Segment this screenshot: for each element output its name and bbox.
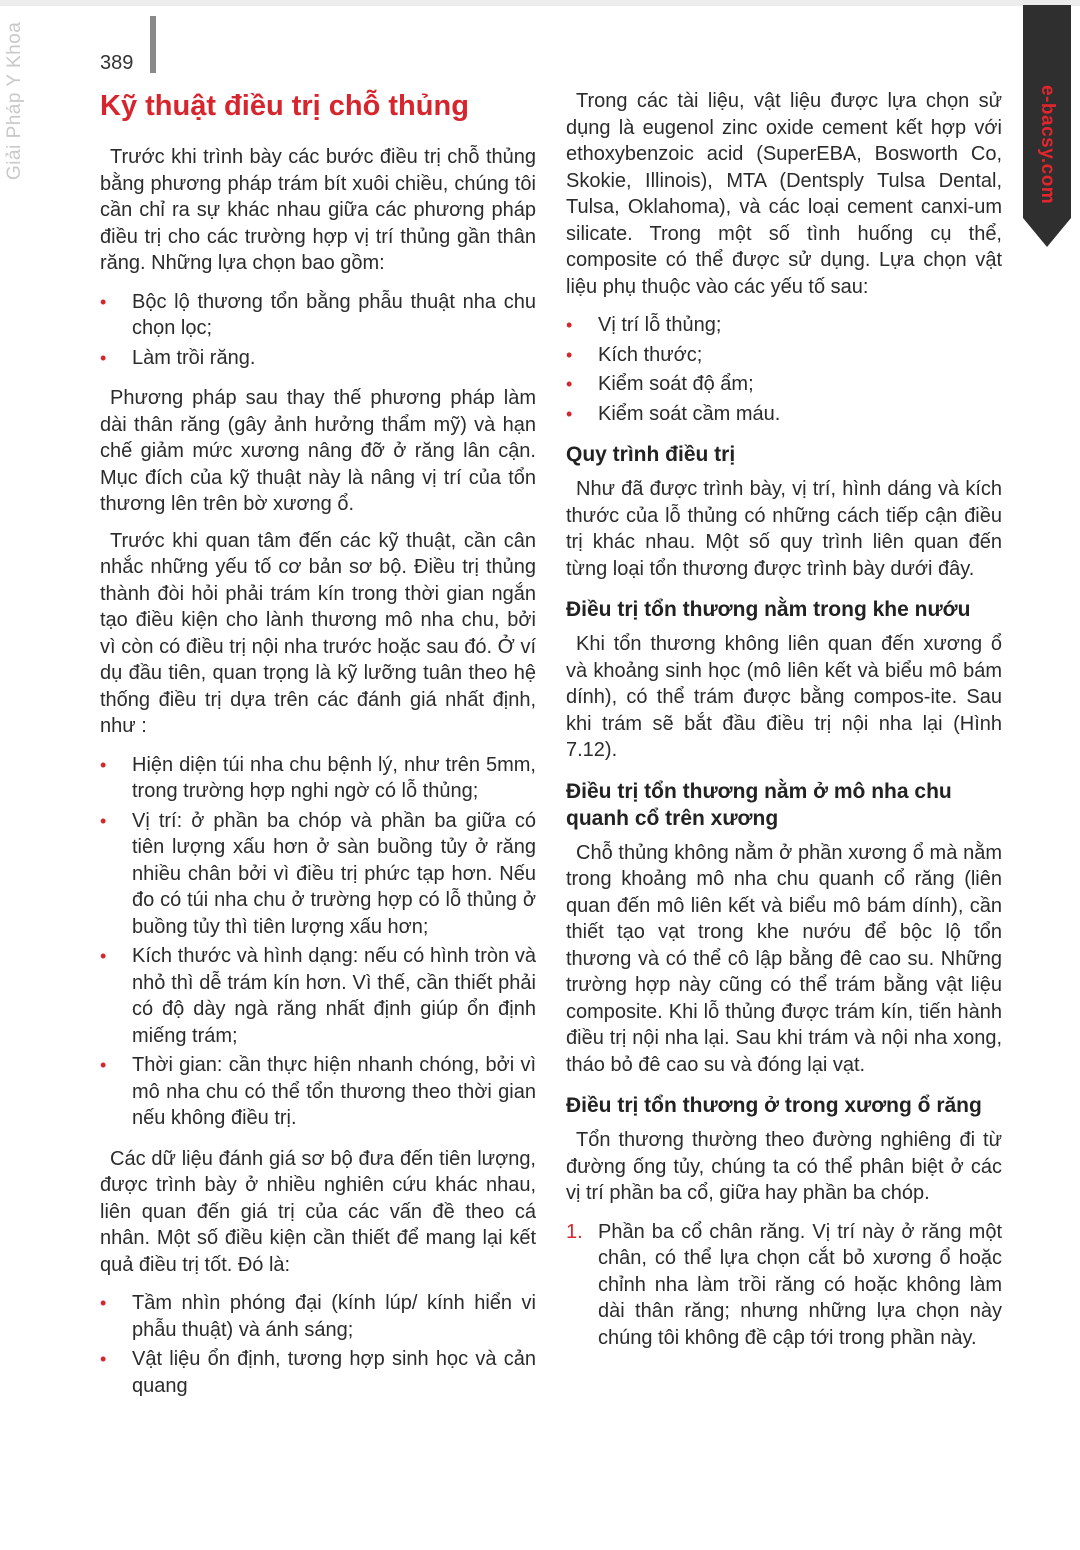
bullet-list: [566, 312, 1002, 427]
section-heading: Điều trị tổn thương nằm ở mô nha chu quanh cổ trên xương: [566, 779, 952, 830]
bullet-icon: •: [100, 754, 107, 775]
bullet-icon: •: [100, 291, 107, 312]
paragraph: Trước khi quan tâm đến các kỹ thuật, cần cân nhắc những yếu tố cơ bản sơ bộ. Điều trị thủng thành đòi hỏi phải trám kín trong thời gian ngắn tạo điều kiện cho lành thương mô nha chu, bởi vì còn có điều trị nội nha trước hoặc sau đó. Ở ví dụ đầu tiên, quan trọng là kỹ lưỡng tuân theo hệ thống điều trị dựa trên các đánh giá nhất định, như :: [100, 529, 536, 737]
bullet-list: [100, 1290, 536, 1399]
page-number-divider: [150, 16, 156, 73]
section-heading: Điều trị tổn thương ở trong xương ổ răng: [566, 1094, 982, 1117]
bullet-icon: •: [566, 344, 573, 365]
bullet-icon: •: [100, 1055, 107, 1075]
list-item: • Tầm nhìn phóng đại (kính lúp/ kính hiển vi phẫu thuật) và ánh sáng;: [100, 1292, 536, 1341]
bullet-icon: •: [566, 315, 573, 335]
list-item: • Kiểm soát cầm máu.: [566, 401, 1002, 428]
bullet-icon: •: [566, 403, 573, 424]
list-item: • Hiện diện túi nha chu bệnh lý, như trên 5mm, trong trường hợp nghi ngờ có lỗ thủng;: [100, 753, 536, 802]
bullet-list: [100, 752, 536, 1132]
page-title: Kỹ thuật điều trị chỗ thủng: [100, 90, 469, 122]
bullet-icon: •: [100, 946, 107, 966]
numbered-list: [566, 1219, 1002, 1352]
section-heading: Điều trị tổn thương nằm trong khe nướu: [566, 598, 971, 621]
side-watermark: Giải Pháp Y Khoa: [4, 22, 25, 181]
list-item: • Vị trí lỗ thủng;: [566, 312, 1002, 339]
paragraph: Tổn thương thường theo đường nghiêng đi từ đường ống tủy, chúng ta có thể phân biệt ở các vị trí phần ba cổ, giữa hay phần ba chóp.: [566, 1129, 1002, 1204]
list-item: • Kích thước và hình dạng: nếu có hình tròn và nhỏ thì dễ trám kín hơn. Vì thế, cần thiết phải có độ dày ngà răng nhất định giúp ổn định miếng trám;: [100, 945, 536, 1047]
top-edge-bar: [0, 0, 1080, 6]
paragraph: Chỗ thủng không nằm ở phần xương ổ mà nằm trong khoảng mô nha chu quanh cổ răng (liên quan đến mô liên kết và biểu mô bám dính), cần thiết tạo vạt trong khe nướu để bộc lộ tổn thương và có thể cô lập bằng đê cao su. Những trường hợp này cũng có thể trám bằng vật liệu composite. Khi lỗ thủng được trám kín, tiến hành điều trị nội nha lại. Sau khi trám và nội nha xong, tháo bỏ đê cao su và đóng lại vạt.: [566, 841, 1002, 1076]
bullet-icon: •: [566, 374, 573, 394]
section-heading: Quy trình điều trị: [566, 443, 736, 466]
paragraph: Các dữ liệu đánh giá sơ bộ đưa đến tiên lượng, được trình bày ở nhiều nghiên cứu khác nhau, liên quan đến giá trị của các vấn đề theo cá nhân. Một số điều kiện cần thiết để mang lại kết quả điều trị tốt. Đó là:: [100, 1147, 536, 1276]
list-item: • Thời gian: cần thực hiện nhanh chóng, bởi vì mô nha chu có thể tổn thương theo thời gian nếu không điều trị.: [100, 1054, 536, 1129]
bullet-icon: •: [100, 810, 107, 831]
right-column: [566, 88, 1002, 1351]
bullet-icon: •: [100, 1349, 107, 1369]
bullet-list: [100, 289, 536, 372]
list-item: • Vị trí: ở phần ba chóp và phần ba giữa có tiên lượng xấu hơn ở sàn buồng tủy ở răng nhiều chân bởi vì điều trị phức tạp hơn. Nếu đo có túi nha chu ở trường hợp có lỗ thủng ở buồng tủy thì tiên lượng xấu hơn;: [100, 809, 536, 938]
paragraph: Như đã được trình bày, vị trí, hình dáng và kích thước của lỗ thủng có những cách tiếp cận điều trị khác nhau. Một số quy trình liên quan đến từng loại tổn thương được trình bày dưới đây.: [566, 478, 1002, 580]
paragraph: Trước khi trình bày các bước điều trị chỗ thủng bằng phương pháp trám bít xuôi chiều, chúng tôi cần chỉ ra sự khác nhau giữa các phương pháp điều trị cho các trường hợp vị trí thủng gần thân răng. Những lựa chọn bao gồm:: [100, 146, 536, 274]
list-item: • Vật liệu ổn định, tương hợp sinh học và cản quang: [100, 1348, 536, 1397]
paragraph: Khi tổn thương không liên quan đến xương ổ và khoảng sinh học (mô liên kết và biểu mô bám dính), có thể trám được bằng compos-ite. Sau khi trám sẽ bắt đầu điều trị nội nha lại (Hình 7.12).: [566, 633, 1002, 761]
bullet-icon: •: [100, 1293, 107, 1313]
page-number: 389: [100, 52, 134, 74]
left-column: [100, 88, 536, 1413]
list-item: 1. Phần ba cổ chân răng. Vị trí này ở răng một chân, có thể lựa chọn cắt bỏ xương ổ hoặc chỉnh nha làm trồi răng có hoặc không làm dài thân răng; nhưng những lựa chọn này chúng tôi không đề cập tới trong phần này.: [566, 1220, 1002, 1349]
list-item: • Kiểm soát độ ẩm;: [566, 371, 1002, 398]
paragraph: Phương pháp sau thay thế phương pháp làm dài thân răng (gây ảnh hưởng thẩm mỹ) và hạn chế giảm mức xương nâng đỡ ở răng lân cận. Mục đích của kỹ thuật này là nâng vị trí của tổn thương lên trên bờ xương ổ.: [100, 387, 536, 515]
list-item: • Làm trồi răng.: [100, 345, 536, 372]
list-item: • Bộc lộ thương tổn bằng phẫu thuật nha chu chọn lọc;: [100, 290, 536, 339]
list-item: • Kích thước;: [566, 342, 1002, 369]
list-number: 1.: [566, 1220, 583, 1243]
paragraph: Trong các tài liệu, vật liệu được lựa chọn sử dụng là eugenol zinc oxide cement kết hợp với ethoxybenzoic acid (SuperEBA, Bosworth Co, Skokie, Illinois), MTA (Dentsply Tulsa Dental, Tulsa, Oklahoma), và các loại cement canxi-um silicate. Trong một số tình huống cụ thể, composite có thể được sử dụng. Lựa chọn vật liệu phụ thuộc vào các yếu tố sau:: [566, 90, 1002, 298]
brand-logo-text: e-bacsy.com: [1037, 85, 1058, 205]
bullet-icon: •: [100, 347, 107, 368]
